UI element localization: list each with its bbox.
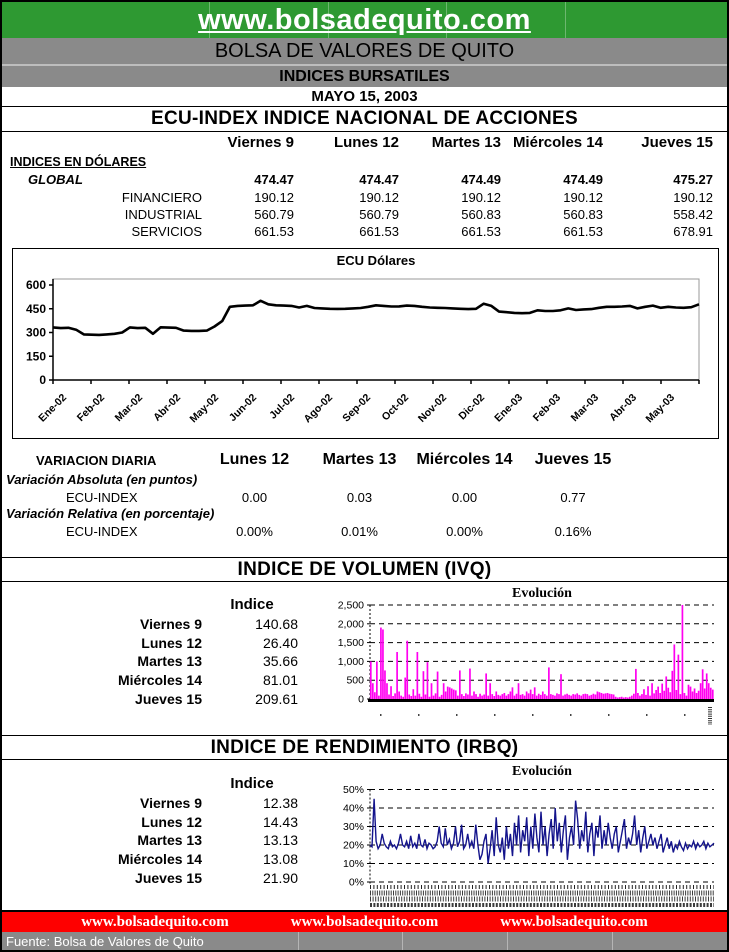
footer-url-link[interactable]: www.bolsadequito.com [500, 913, 648, 930]
org-name: BOLSA DE VALORES DE QUITO [214, 39, 515, 62]
indices-table [2, 132, 727, 240]
group-label: INDICES EN DÓLARES [10, 154, 147, 169]
subtitle-bar [2, 66, 727, 87]
ecu-index-title: ECU-INDEX INDICE NACIONAL DE ACCIONES [2, 107, 727, 132]
table-row: Miércoles 14 13.08 [117, 851, 298, 868]
svg-text:50%: 50% [342, 784, 364, 796]
table-row: INDUSTRIAL 560.79 560.79 560.83 560.83 558.42 [124, 207, 713, 222]
svg-text:1,500: 1,500 [337, 637, 364, 650]
table-row: ECU-INDEX 0.00 0.03 0.00 0.77 [66, 490, 586, 505]
table-row: Miércoles 14 81.01 [117, 672, 298, 689]
footer-links-bar [2, 912, 727, 932]
irbq-evolution-line-chart [322, 759, 722, 909]
svg-text:600: 600 [25, 278, 46, 292]
report-subtitle: INDICES BURSATILES [279, 67, 450, 85]
svg-text:40%: 40% [342, 802, 364, 815]
table-row: Jueves 15 209.61 [135, 690, 298, 707]
svg-text:Sep-02: Sep-02 [340, 391, 374, 425]
table-row: GLOBAL 474.47 474.47 474.49 474.49 475.27 [28, 172, 713, 187]
group-label-row [2, 153, 727, 170]
table-row: Jueves 15 21.90 [135, 869, 298, 886]
day-header: Jueves 15 [534, 451, 612, 468]
table-row: SERVICIOS 661.53 661.53 661.53 661.53 678.91 [131, 224, 713, 239]
footer-url-link[interactable]: www.bolsadequito.com [290, 913, 439, 930]
svg-text:450: 450 [25, 301, 46, 316]
svg-text:Mar-02: Mar-02 [112, 391, 146, 425]
svg-text:Evolución: Evolución [512, 764, 572, 779]
svg-text:Jul-02: Jul-02 [267, 391, 298, 422]
absolute-variation-label: Variación Absoluta (en puntos) [6, 472, 198, 487]
cell-divider [402, 932, 403, 950]
svg-text:Ago-02: Ago-02 [301, 391, 336, 426]
source-text: Fuente: Bolsa de Valores de Quito [6, 933, 204, 949]
ivq-section-title: INDICE DE VOLUMEN (IVQ) [2, 557, 727, 582]
cell-divider [446, 2, 447, 38]
footer-url-link[interactable]: www.bolsadequito.com [81, 913, 229, 930]
day-header-row [2, 132, 727, 153]
svg-text:2,500: 2,500 [337, 599, 364, 612]
ivq-index-table [2, 596, 312, 708]
svg-text:Mar-03: Mar-03 [568, 391, 602, 425]
svg-text:1,000: 1,000 [337, 655, 364, 668]
day-header: Martes 13 [431, 134, 501, 151]
svg-text:0: 0 [358, 693, 364, 706]
relative-variation-label: Variación Relativa (en porcentaje) [6, 506, 215, 521]
svg-text:Jun-02: Jun-02 [226, 391, 260, 425]
variation-header-row [2, 448, 727, 472]
column-header: Indice [230, 775, 274, 792]
daily-variation-section [2, 448, 727, 540]
table-row: Lunes 12 14.43 [141, 813, 298, 830]
svg-text:Nov-02: Nov-02 [415, 391, 450, 425]
source-bar [2, 932, 727, 950]
svg-text:May-03: May-03 [643, 391, 678, 426]
table-row: Martes 13 13.13 [137, 832, 298, 849]
table-row: Viernes 9 12.38 [139, 795, 298, 812]
cell-divider [507, 932, 508, 950]
svg-text:0%: 0% [348, 876, 364, 889]
svg-text:150: 150 [25, 349, 46, 364]
header-banner [2, 2, 727, 38]
svg-text:Feb-03: Feb-03 [530, 391, 564, 425]
svg-text:Ene-02: Ene-02 [36, 391, 70, 425]
svg-text:May-02: May-02 [187, 391, 222, 426]
day-header: Miércoles 14 [512, 134, 603, 151]
svg-text:2,000: 2,000 [337, 618, 364, 631]
table-row: ECU-INDEX 0.00% 0.01% 0.00% 0.16% [66, 524, 592, 539]
cell-divider [565, 2, 566, 38]
svg-text:Abr-02: Abr-02 [151, 391, 184, 424]
svg-text:30%: 30% [342, 821, 364, 833]
svg-text:Dic-02: Dic-02 [456, 391, 488, 423]
org-name-bar [2, 38, 727, 64]
svg-text:500: 500 [346, 674, 364, 687]
day-header: Martes 13 [322, 451, 397, 468]
report-date: MAYO 15, 2003 [2, 87, 727, 107]
day-header: Viernes 9 [227, 134, 294, 151]
table-row: Viernes 9 140.68 [139, 616, 298, 633]
ecu-dollars-chart-frame [12, 248, 719, 439]
svg-text:Oct-02: Oct-02 [379, 391, 412, 424]
cell-divider [209, 2, 210, 38]
svg-text:Abr-03: Abr-03 [607, 391, 640, 424]
day-header: Lunes 12 [333, 134, 399, 151]
variation-title: VARIACION DIARIA [36, 452, 157, 468]
svg-text:300: 300 [25, 325, 46, 340]
cell-divider [298, 932, 299, 950]
svg-text:Feb-02: Feb-02 [74, 391, 108, 425]
svg-text:Evolución: Evolución [512, 586, 572, 601]
svg-text:20%: 20% [342, 839, 364, 852]
cell-divider [612, 932, 613, 950]
ecu-dollars-line-chart [13, 249, 715, 435]
column-header: Indice [230, 596, 274, 613]
svg-text:Ene-03: Ene-03 [492, 391, 526, 425]
site-url-link[interactable]: www.bolsadequito.com [198, 3, 531, 36]
svg-text:0: 0 [39, 373, 46, 387]
svg-text:ECU Dólares: ECU Dólares [336, 253, 416, 268]
day-header: Miércoles 14 [416, 451, 513, 468]
irbq-index-table [2, 775, 312, 887]
table-row: Martes 13 35.66 [137, 653, 298, 670]
irbq-section-title: INDICE DE RENDIMIENTO (IRBQ) [2, 735, 727, 760]
day-header: Lunes 12 [219, 451, 290, 468]
svg-text:10%: 10% [342, 858, 364, 870]
table-row: Lunes 12 26.40 [141, 634, 298, 651]
table-row: FINANCIERO 190.12 190.12 190.12 190.12 190.12 [121, 190, 713, 205]
ivq-evolution-bar-chart [322, 583, 722, 733]
cell-divider [328, 2, 329, 38]
day-header: Jueves 15 [641, 134, 713, 151]
